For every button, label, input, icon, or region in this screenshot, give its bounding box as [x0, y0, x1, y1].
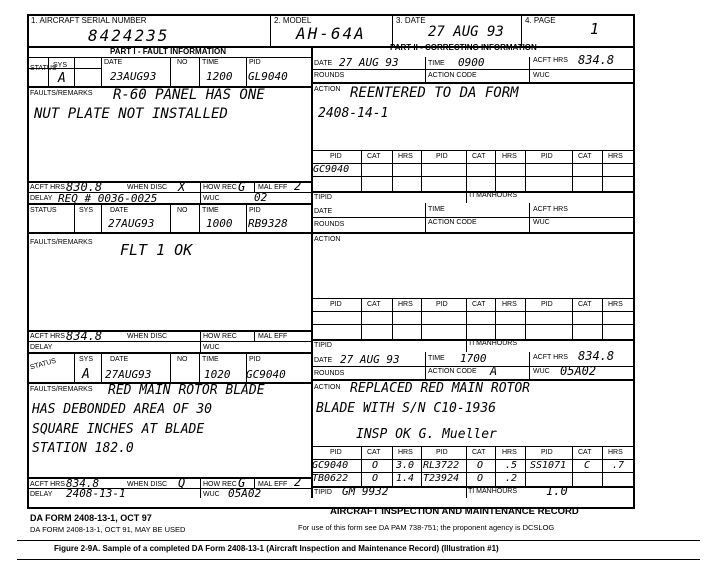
part1-title: PART I - FAULT INFORMATION [110, 47, 226, 56]
b1-corr-date-value: 27 AUG 93 [339, 56, 399, 69]
b2-corr-time-label: TIME [428, 206, 445, 213]
cat-header: CAT [472, 301, 486, 308]
b1-wuc-right-label: WUC [533, 72, 550, 79]
b2-wuc-right-label: WUC [533, 219, 550, 226]
pid-header: PID [541, 153, 553, 160]
b3-remarks-line4: STATION 182.0 [32, 441, 134, 456]
pid-header: PID [541, 301, 553, 308]
b3-rounds-label: ROUNDS [314, 370, 345, 377]
b3-acft-hrs-value: 834.8 [66, 477, 100, 490]
b3-pid-cell: T23924 [423, 473, 460, 484]
b3-pid-cell: TB0622 [312, 473, 349, 484]
b3-delay-value: 2408-13-1 [66, 487, 126, 500]
cat-header: CAT [367, 153, 381, 160]
b2-date-value: 27AUG93 [108, 217, 155, 230]
b3-corr-acft-label: ACFT HRS [533, 354, 568, 361]
hrs-header: HRS [502, 301, 517, 308]
pid-header: PID [436, 301, 448, 308]
b3-no-label: NO [177, 356, 188, 363]
b3-wuc-right-label: WUC [533, 368, 550, 375]
b1-wuc-label: WUC [203, 195, 220, 202]
b3-mal-eff-label: MAL EFF [258, 481, 288, 488]
b1-date-label: DATE [104, 59, 123, 66]
b2-rounds-label: ROUNDS [314, 221, 345, 228]
b3-pid-cell: GC9040 [312, 460, 349, 471]
b2-acft-hrs-label: ACFT HRS [30, 333, 65, 340]
b3-action-line2: BLADE WITH S/N C10-1936 [316, 401, 497, 416]
b3-cat-cell: O [372, 473, 379, 484]
b1-acft-hrs-value: 830.8 [66, 180, 103, 194]
b3-status-value: A [82, 367, 90, 382]
b3-wuc-value: 05A02 [228, 487, 262, 500]
b3-tipid-label: TIPID [314, 489, 332, 496]
pid-header: PID [436, 153, 448, 160]
b3-pid-value: GC9040 [246, 368, 286, 381]
b3-corr-date-label: DATE [314, 357, 333, 364]
b2-date-label: DATE [110, 207, 129, 214]
part2-title: PART II - CORRECTING INFORMATION [390, 43, 537, 52]
b1-action-line2: 2408-14-1 [318, 106, 389, 121]
cat-header: CAT [578, 153, 592, 160]
b3-cat-cell: O [372, 460, 379, 471]
form-title: AIRCRAFT INSPECTION AND MAINTENANCE RECORD [330, 506, 579, 517]
pid-header: PID [436, 449, 448, 456]
b3-time-value: 1020 [204, 368, 231, 381]
b1-rounds-label: ROUNDS [314, 72, 345, 79]
b1-corr-date-label: DATE [314, 60, 333, 67]
b3-cat-cell: O [477, 473, 484, 484]
b1-pid-value: GL9040 [248, 70, 288, 83]
b3-hrs-cell: 3.0 [396, 460, 415, 471]
b1-corr-pid-value: GC9040 [313, 164, 350, 175]
b1-delay-label: DELAY [30, 195, 53, 202]
b3-pid-label: PID [249, 356, 261, 363]
hrs-header: HRS [608, 153, 623, 160]
b2-mal-eff-label: MAL EFF [258, 333, 288, 340]
cat-header: CAT [578, 301, 592, 308]
date-value: 27 AUG 93 [428, 24, 504, 40]
b2-pid-label: PID [249, 207, 261, 214]
b2-how-rec-label: HOW REC [203, 333, 237, 340]
serial-label: 1. AIRCRAFT SERIAL NUMBER [31, 16, 147, 25]
b3-acft-hrs-label: ACFT HRS [30, 481, 65, 488]
b2-acft-hrs-value: 834.8 [66, 329, 103, 343]
b3-tipid-value: GM 9932 [342, 485, 389, 498]
figure-caption: Figure 2-9A. Sample of a completed DA Form 2408-13-1 (Aircraft Inspection and Maintenance Record) (Illustration #1) [54, 544, 499, 553]
b1-remarks-line1: R-60 PANEL HAS ONE [113, 87, 265, 103]
b1-date-value: 23AUG93 [110, 70, 157, 83]
b3-ti-manhours-label: TI MANHOURS [468, 488, 517, 495]
b2-corr-date-label: DATE [314, 208, 333, 215]
hrs-header: HRS [398, 153, 413, 160]
caption-rule [17, 540, 700, 541]
model-value: AH-64A [296, 24, 366, 43]
b3-corr-wuc-value: 05A02 [560, 364, 597, 378]
b3-hrs-cell: .5 [505, 460, 518, 471]
b1-tipid-label: TIPID [314, 194, 332, 201]
b1-corr-acft-value: 834.8 [578, 53, 615, 67]
b3-corr-time-label: TIME [428, 355, 445, 362]
b2-sys-label: SYS [79, 207, 94, 214]
b1-acft-hrs-label: ACFT HRS [30, 184, 65, 191]
part-divider [311, 46, 313, 498]
b1-corr-acft-label: ACFT HRS [533, 57, 568, 64]
b3-remarks-line1: RED MAIN ROTOR BLADE [108, 383, 265, 398]
b2-wuc-label: WUC [203, 344, 220, 351]
pid-header: PID [330, 449, 342, 456]
cat-header: CAT [472, 449, 486, 456]
hrs-header: HRS [398, 301, 413, 308]
b3-date-label: DATE [110, 356, 129, 363]
form-number: DA FORM 2408-13-1, OCT 97 [30, 513, 152, 523]
pid-header: PID [330, 301, 342, 308]
b3-ti-manhours-value: 1.0 [546, 484, 568, 498]
hrs-header: HRS [502, 449, 517, 456]
b1-corr-time-label: TIME [428, 60, 445, 67]
hrs-header: HRS [502, 153, 517, 160]
b3-cat-cell: O [477, 460, 484, 471]
b1-delay-value: REQ # 0036-0025 [58, 192, 158, 205]
b3-when-disc-value: Q [178, 476, 186, 490]
date-label: 3. DATE [396, 16, 426, 25]
b3-remarks-line3: SQUARE INCHES AT BLADE [32, 422, 205, 437]
b3-corr-acft-value: 834.8 [578, 349, 615, 363]
b1-no-label: NO [177, 59, 188, 66]
b3-action-label: ACTION [314, 384, 341, 391]
b1-corr-time-value: 0900 [458, 56, 485, 69]
b2-time-value: 1000 [206, 217, 233, 230]
b3-action-code-value: A [490, 364, 498, 378]
hrs-header: HRS [398, 449, 413, 456]
b3-wuc-label: WUC [203, 491, 220, 498]
b3-cat-cell: C [584, 460, 591, 471]
b2-when-disc-label: WHEN DISC [127, 333, 168, 340]
b3-when-disc-label: WHEN DISC [127, 481, 168, 488]
b2-action-label: ACTION [314, 236, 341, 243]
b2-action-code-label: ACTION CODE [428, 219, 477, 226]
b3-pid-cell: SS1071 [530, 460, 567, 471]
form-use: For use of this form see DA PAM 738-751; the proponent agency is DCSLOG [298, 523, 555, 532]
b2-ti-manhours-label: TI MANHOURS [468, 340, 517, 347]
b3-hrs-cell: .7 [612, 460, 625, 471]
pid-header: PID [541, 449, 553, 456]
b1-mal-eff-label: MAL EFF [258, 184, 288, 191]
b1-pid-label: PID [249, 59, 261, 66]
b1-mal-eff-value: 2 [294, 179, 302, 193]
b2-remarks: FLT 1 OK [120, 241, 193, 259]
pid-header: PID [330, 153, 342, 160]
b2-no-label: NO [177, 207, 188, 214]
form-supersedes: DA FORM 2408-13-1, OCT 91, MAY BE USED [30, 525, 186, 534]
b2-time-label: TIME [202, 207, 219, 214]
b3-pid-cell: RL3722 [423, 460, 460, 471]
b2-faults-label: FAULTS/REMARKS [30, 239, 93, 246]
b2-pid-value: RB9328 [248, 217, 288, 230]
b2-delay-label: DELAY [30, 344, 53, 351]
b3-sys-label: SYS [79, 356, 94, 363]
b3-corr-time-value: 1700 [460, 352, 487, 365]
serial-value: 8424235 [88, 26, 170, 45]
b1-action-label: ACTION [314, 86, 341, 93]
b3-status-label: STATUS [29, 357, 57, 372]
b1-when-disc-value: X [178, 180, 186, 194]
cat-header: CAT [578, 449, 592, 456]
b1-how-rec-value: G [238, 180, 246, 194]
b1-ti-manhours-label: TI MANHOURS [468, 192, 517, 199]
b3-delay-label: DELAY [30, 491, 53, 498]
b1-action-code-label: ACTION CODE [428, 72, 477, 79]
b3-hrs-cell: 1.4 [396, 473, 415, 484]
b3-how-rec-value: G [238, 476, 246, 490]
b1-how-rec-label: HOW REC [203, 184, 237, 191]
page-label: 4. PAGE [525, 16, 556, 25]
b1-when-disc-label: WHEN DISC [127, 184, 168, 191]
b2-tipid-label: TIPID [314, 342, 332, 349]
b1-action-line1: REENTERED TO DA FORM [350, 85, 519, 101]
b3-how-rec-label: HOW REC [203, 481, 237, 488]
hrs-header: HRS [608, 449, 623, 456]
b2-status-label: STATUS [30, 207, 57, 214]
model-label: 2. MODEL [274, 16, 312, 25]
b1-faults-label: FAULTS/REMARKS [30, 90, 93, 97]
b1-time-value: 1200 [206, 70, 233, 83]
b3-date-value: 27AUG93 [105, 368, 152, 381]
b1-remarks-line2: NUT PLATE NOT INSTALLED [34, 106, 228, 122]
b3-remarks-line2: HAS DEBONDED AREA OF 30 [32, 402, 213, 417]
caption-rule-bottom [17, 559, 700, 560]
b1-wuc-value: 02 [254, 191, 268, 204]
b3-mal-eff-value: 2 [294, 475, 302, 489]
b3-action-code-label: ACTION CODE [428, 368, 477, 375]
b3-corr-date-value: 27 AUG 93 [340, 353, 400, 366]
b2-corr-acft-label: ACFT HRS [533, 206, 568, 213]
b3-time-label: TIME [202, 356, 219, 363]
cat-header: CAT [472, 153, 486, 160]
b3-action-line3: INSP OK G. Mueller [356, 427, 497, 442]
b1-status-value: A [58, 71, 66, 86]
b1-sys-label: SYS [53, 62, 68, 69]
b3-faults-label: FAULTS/REMARKS [30, 386, 93, 393]
cat-header: CAT [367, 449, 381, 456]
b1-time-label: TIME [202, 59, 219, 66]
hrs-header: HRS [608, 301, 623, 308]
b3-hrs-cell: .2 [505, 473, 518, 484]
cat-header: CAT [367, 301, 381, 308]
page-value: 1 [590, 20, 600, 38]
b1-status-label: STATUS [30, 65, 57, 72]
b3-action-line1: REPLACED RED MAIN ROTOR [350, 381, 531, 396]
